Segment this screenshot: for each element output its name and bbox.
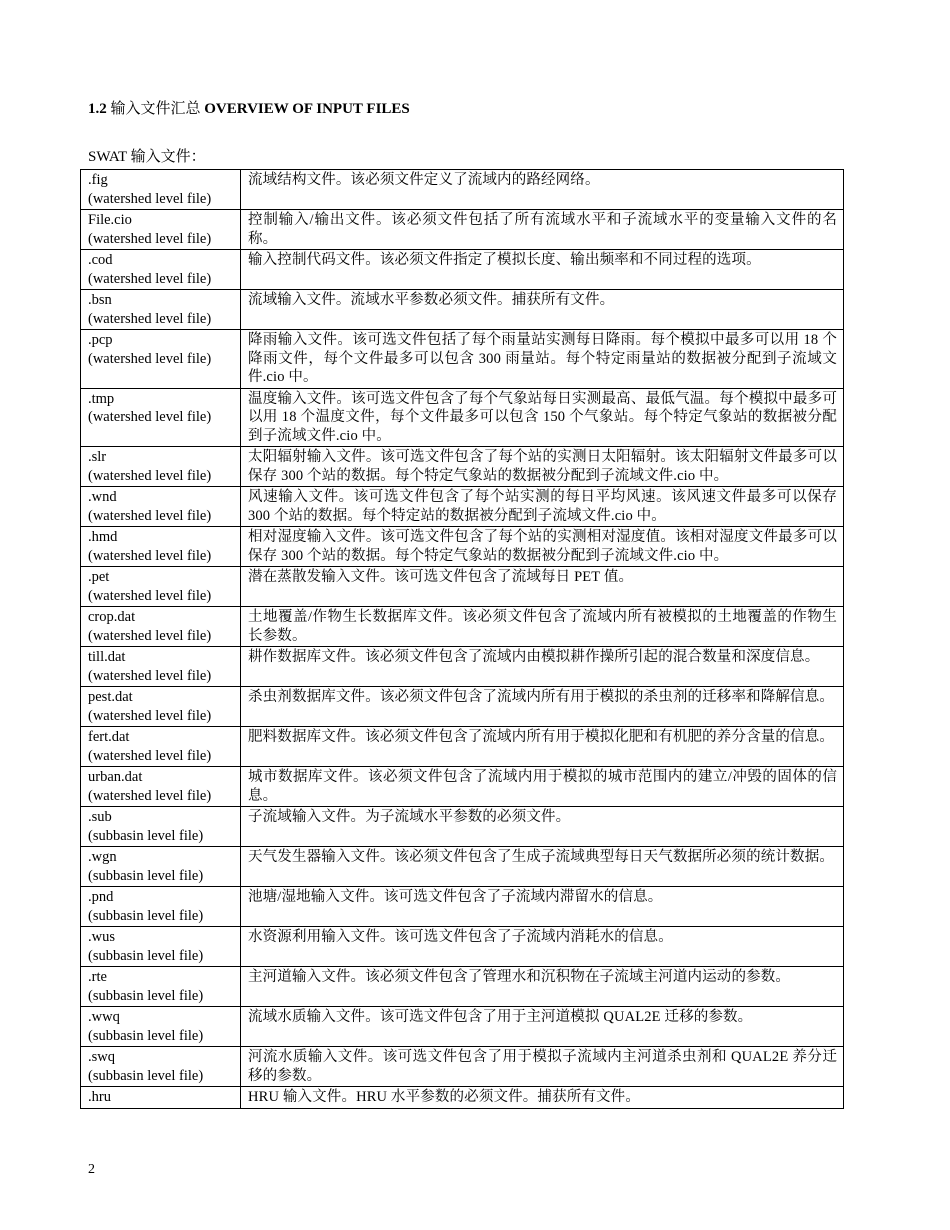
file-description: 城市数据库文件。该必须文件包含了流域内用于模拟的城市范围内的建立/冲毁的固体的信息。 xyxy=(241,767,844,807)
file-description: 流域水质输入文件。该可选文件包含了用于主河道模拟 QUAL2E 迁移的参数。 xyxy=(241,1007,844,1047)
file-name: pest.dat xyxy=(88,689,133,705)
file-name: .bsn xyxy=(88,292,112,308)
table-row xyxy=(81,170,844,210)
file-level: (watershed level file) xyxy=(88,667,212,684)
file-level: (watershed level file) xyxy=(88,190,212,207)
file-name: .swq xyxy=(88,1049,115,1065)
table-row xyxy=(81,1047,844,1087)
file-level: (subbasin level file) xyxy=(88,1067,204,1084)
table-row xyxy=(81,807,844,847)
file-name-cell xyxy=(81,647,241,687)
table-row xyxy=(81,330,844,389)
file-name: .wwq xyxy=(88,1009,120,1025)
file-level: (watershed level file) xyxy=(88,787,212,804)
section-number: 1.2 xyxy=(88,101,107,117)
file-name: .wnd xyxy=(88,489,117,505)
file-name-cell xyxy=(81,567,241,607)
file-name: .sub xyxy=(88,809,112,825)
file-name: .wgn xyxy=(88,849,117,865)
file-level: (watershed level file) xyxy=(88,707,212,724)
file-name: .pet xyxy=(88,569,110,585)
file-description: 天气发生器输入文件。该必须文件包含了生成子流域典型每日天气数据所必须的统计数据。 xyxy=(241,847,844,887)
table-row xyxy=(81,767,844,807)
file-level: (watershed level file) xyxy=(88,627,212,644)
file-level: (watershed level file) xyxy=(88,507,212,524)
file-name-cell xyxy=(81,687,241,727)
file-level: (subbasin level file) xyxy=(88,907,204,924)
file-description: HRU 输入文件。HRU 水平参数的必须文件。捕获所有文件。 xyxy=(241,1087,844,1109)
table-row xyxy=(81,447,844,487)
file-name: .wus xyxy=(88,929,115,945)
file-name-cell xyxy=(81,527,241,567)
file-name: File.cio xyxy=(88,212,132,228)
file-name: till.dat xyxy=(88,649,126,665)
file-level: (subbasin level file) xyxy=(88,827,204,844)
file-description: 杀虫剂数据库文件。该必须文件包含了流域内所有用于模拟的杀虫剂的迁移率和降解信息。 xyxy=(241,687,844,727)
table-row xyxy=(81,887,844,927)
file-name-cell xyxy=(81,487,241,527)
file-level: (subbasin level file) xyxy=(88,987,204,1004)
file-description: 土地覆盖/作物生长数据库文件。该必须文件包含了流域内所有被模拟的土地覆盖的作物生长参数。 xyxy=(241,607,844,647)
table-row xyxy=(81,250,844,290)
table-row xyxy=(81,290,844,330)
page-number: 2 xyxy=(88,1162,95,1177)
file-description: 肥料数据库文件。该必须文件包含了流域内所有用于模拟化肥和有机肥的养分含量的信息。 xyxy=(241,727,844,767)
file-name: .pnd xyxy=(88,889,114,905)
file-name: .hru xyxy=(88,1089,111,1105)
table-row xyxy=(81,967,844,1007)
table-row xyxy=(81,1007,844,1047)
file-description: 潜在蒸散发输入文件。该可选文件包含了流域每日 PET 值。 xyxy=(241,567,844,607)
file-name: .tmp xyxy=(88,390,115,407)
file-name: .rte xyxy=(88,969,107,985)
file-name-cell xyxy=(81,170,241,210)
file-name: fert.dat xyxy=(88,729,130,745)
table-row xyxy=(81,727,844,767)
file-name-cell xyxy=(81,210,241,250)
file-name-cell xyxy=(81,1007,241,1047)
file-description: 相对湿度输入文件。该可选文件包含了每个站的实测相对湿度值。该相对湿度文件最多可以保存 300 个站的数据。每个特定气象站的数据被分配到子流域文件.cio 中。 xyxy=(241,527,844,567)
file-name-cell xyxy=(81,250,241,290)
file-name: .pcp xyxy=(88,332,113,348)
file-level: (watershed level file) xyxy=(88,270,212,287)
file-level: (subbasin level file) xyxy=(88,947,204,964)
file-level: (subbasin level file) xyxy=(88,867,204,884)
file-name: .fig xyxy=(88,172,108,188)
file-description: 水资源利用输入文件。该可选文件包含了子流域内消耗水的信息。 xyxy=(241,927,844,967)
file-name-cell xyxy=(81,727,241,767)
file-description: 降雨输入文件。该可选文件包括了每个雨量站实测每日降雨。每个模拟中最多可以用 18 个降雨文件，每个文件最多可以包含 300 雨量站。每个特定雨量站的数据被分配到子流域文件.cio 中。 xyxy=(241,330,844,389)
file-name-cell xyxy=(81,607,241,647)
file-name-cell xyxy=(81,330,241,389)
file-name-cell xyxy=(81,447,241,487)
section-title-en: OVERVIEW OF INPUT FILES xyxy=(204,101,410,117)
file-description: 控制输入/输出文件。该必须文件包括了所有流域水平和子流域水平的变量输入文件的名称。 xyxy=(241,210,844,250)
table-row xyxy=(81,388,844,447)
file-name-cell xyxy=(81,1087,241,1109)
section-heading xyxy=(88,99,410,119)
table-row xyxy=(81,567,844,607)
table-row xyxy=(81,527,844,567)
file-level: (watershed level file) xyxy=(88,310,212,327)
file-name: .hmd xyxy=(88,529,118,545)
file-level: (watershed level file) xyxy=(88,747,212,764)
file-level: (watershed level file) xyxy=(88,350,212,367)
file-description: 温度输入文件。该可选文件包含了每个气象站每日实测最高、最低气温。每个模拟中最多可以用 18 个温度文件，每个文件最多可以包含 150 个气象站。每个特定气象站的数据被分配到子流域文件.cio 中。 xyxy=(241,388,844,447)
table-row xyxy=(81,647,844,687)
table-row xyxy=(81,210,844,250)
table-row xyxy=(81,687,844,727)
file-level: (subbasin level file) xyxy=(88,1027,204,1044)
file-name-cell xyxy=(81,807,241,847)
file-description: 子流域输入文件。为子流域水平参数的必须文件。 xyxy=(241,807,844,847)
file-name-cell xyxy=(81,388,241,447)
file-name-cell xyxy=(81,887,241,927)
table-row xyxy=(81,927,844,967)
input-files-table xyxy=(80,169,844,1109)
file-name-cell xyxy=(81,1047,241,1087)
file-description: 太阳辐射输入文件。该可选文件包含了每个站的实测日太阳辐射。该太阳辐射文件最多可以保存 300 个站的数据。每个特定气象站的数据被分配到子流域文件.cio 中。 xyxy=(241,447,844,487)
file-name-cell xyxy=(81,967,241,1007)
table-row xyxy=(81,847,844,887)
table-row xyxy=(81,607,844,647)
file-name-cell xyxy=(81,847,241,887)
input-files-table-body xyxy=(81,170,844,1109)
file-name: .slr xyxy=(88,449,107,465)
file-description: 流域结构文件。该必须文件定义了流域内的路经网络。 xyxy=(241,170,844,210)
file-level: (watershed level file) xyxy=(88,409,212,425)
file-description: 池塘/湿地输入文件。该可选文件包含了子流域内滞留水的信息。 xyxy=(241,887,844,927)
file-name-cell xyxy=(81,767,241,807)
file-level: (watershed level file) xyxy=(88,467,212,484)
file-description: 流域输入文件。流域水平参数必须文件。捕获所有文件。 xyxy=(241,290,844,330)
table-caption: SWAT 输入文件： xyxy=(88,149,206,165)
file-name-cell xyxy=(81,927,241,967)
file-level: (watershed level file) xyxy=(88,547,212,564)
file-description: 输入控制代码文件。该必须文件指定了模拟长度、输出频率和不同过程的选项。 xyxy=(241,250,844,290)
file-description: 耕作数据库文件。该必须文件包含了流域内由模拟耕作操所引起的混合数量和深度信息。 xyxy=(241,647,844,687)
file-level: (watershed level file) xyxy=(88,587,212,604)
section-title-cn: 输入文件汇总 xyxy=(110,101,201,117)
file-name: .cod xyxy=(88,252,113,268)
file-name: urban.dat xyxy=(88,769,143,785)
file-description: 河流水质输入文件。该可选文件包含了用于模拟子流域内主河道杀虫剂和 QUAL2E 养分迁移的参数。 xyxy=(241,1047,844,1087)
table-row xyxy=(81,487,844,527)
table-row xyxy=(81,1087,844,1109)
file-description: 风速输入文件。该可选文件包含了每个站实测的每日平均风速。该风速文件最多可以保存 300 个站的数据。每个特定站的数据被分配到子流域文件.cio 中。 xyxy=(241,487,844,527)
file-name-cell xyxy=(81,290,241,330)
file-description: 主河道输入文件。该必须文件包含了管理水和沉积物在子流域主河道内运动的参数。 xyxy=(241,967,844,1007)
file-name: crop.dat xyxy=(88,609,136,625)
file-level: (watershed level file) xyxy=(88,230,212,247)
